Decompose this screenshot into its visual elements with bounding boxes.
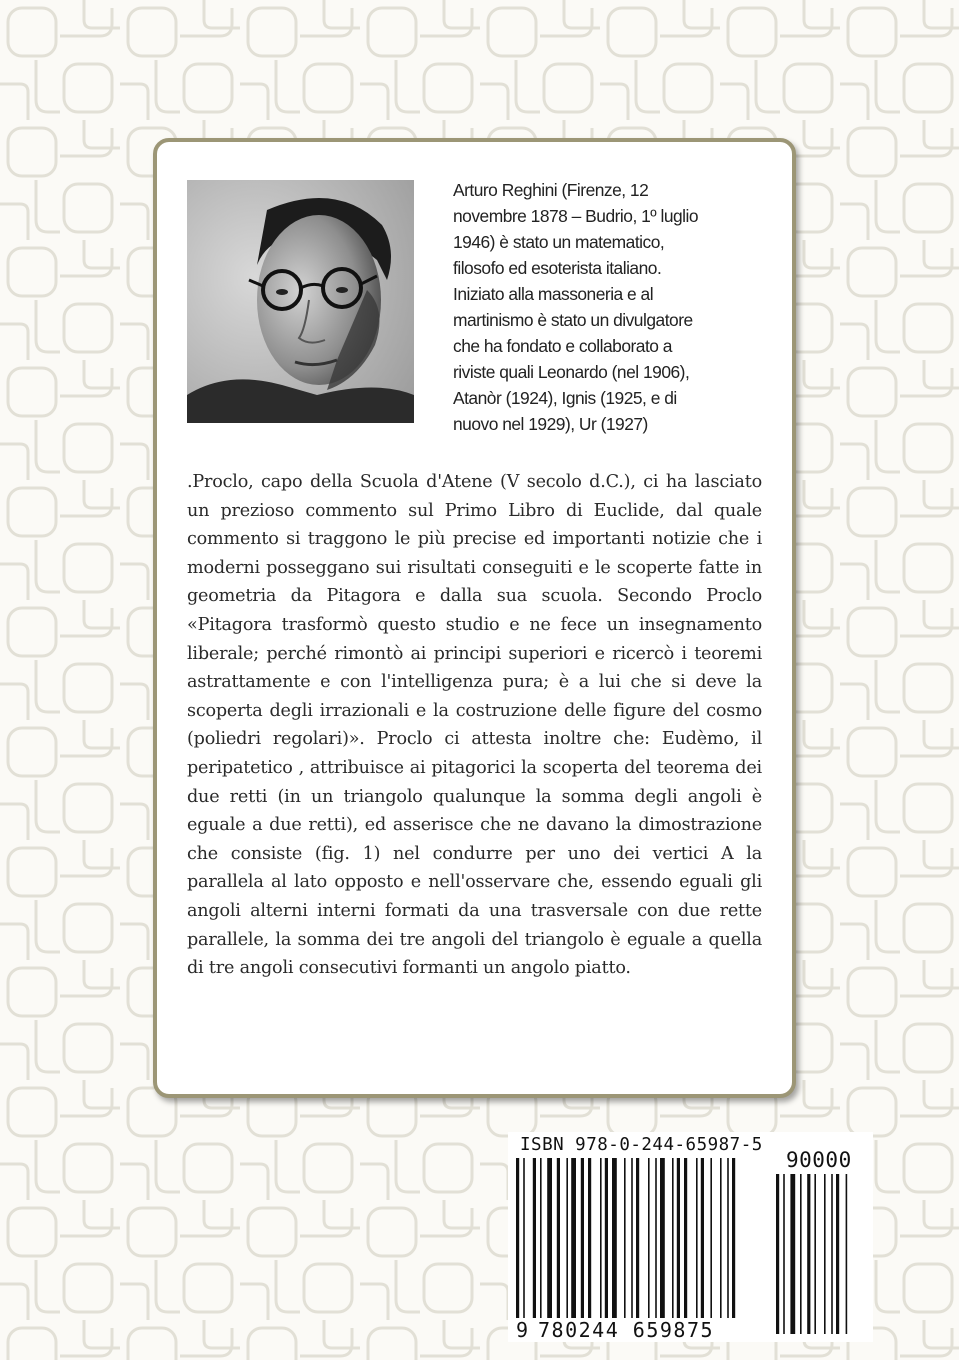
author-bio [453,177,773,437]
bio-line: nuovo nel 1929), Ur (1927) [453,414,648,434]
barcode-bar [600,1158,602,1318]
bio-line: novembre 1878 – Budrio, 1º luglio [453,206,699,226]
barcode-bar [720,1158,722,1318]
barcode-bar [696,1158,698,1318]
barcode-addon-number: 90000 [786,1148,852,1172]
barcode-addon-bar [814,1174,816,1334]
barcode-addon-bar [790,1174,795,1334]
barcode-addon-bar [800,1174,802,1334]
isbn-label: ISBN 978-0-244-65987-5 [520,1135,763,1155]
barcode-bar [605,1158,608,1318]
bio-line: martinismo è stato un divulgatore [453,310,693,330]
body-paragraph: .Proclo, capo della Scuola d'Atene (V secolo d.C.), ci ha lasciato un prezioso commento sul Primo Libro di Euclide, dal quale commento si traggono le più precise ed importanti notizie che i moderni posseggano sui risultati conseguiti e le scoperte fatte in geometria da Pitagora e dalla sua scuola. Secondo Proclo «Pitagora trasformò questo studio e ne fece un insegnamento liberale; perché rimontò ai principi superiori e ricercò i teoremi astrattamente e con l'intelligenza pura; è a lui che si deve la scoperta degli irrazionali e la costruzione delle figure del cosmo (poliedri regolari)». Proclo ci attesta inoltre che: Eudèmo, il peripatetico , attribuisce ai pitagorici la scoperta del teorema dei due retti (in un triangolo qualunque la somma degli angoli è eguale a due retti), ed asserisce che ne davano la dimostrazione che consiste (fig. 1) nel condurre per uno dei vertici A la parallela al lato opposto e nell'osservare che, essendo eguali gli angoli alterni interni formati da una trasversale con due rette parallele, la somma dei tre angoli del triangolo è eguale a quella di tre angoli consecutivi formanti un angolo piatto. [187,472,762,979]
barcode-bar [727,1158,729,1318]
barcode-bar [701,1158,704,1318]
barcode-bar [588,1158,591,1318]
barcode-bar [557,1158,560,1318]
barcode-bar [710,1158,712,1318]
barcode-bar [624,1158,626,1318]
barcode-bar [571,1158,576,1318]
barcode-bar [523,1158,525,1318]
barcode-addon-bar [807,1174,810,1334]
barcode-bar [655,1158,657,1318]
bio-line: che ha fondato e collaborato a [453,336,672,356]
barcode-bar [648,1158,650,1318]
bio-line: filosofo ed esoterista italiano. [453,258,662,278]
barcode-bar [672,1158,674,1318]
barcode-bar [684,1158,687,1318]
bio-line: riviste quali Leonardo (nel 1906), [453,362,690,382]
author-portrait [187,180,414,423]
barcode-addon-bar [836,1174,839,1334]
bio-line: Arturo Reghini (Firenze, 12 [453,180,649,200]
barcode-addon-bar [783,1174,785,1334]
barcode-addon-bar [824,1174,826,1334]
barcode-bar [732,1158,735,1318]
barcode-lead-digit: 9 [516,1318,529,1342]
barcode-bar [533,1158,536,1318]
barcode-bar [581,1158,584,1318]
bio-line: Iniziato alla massoneria e al [453,284,654,304]
barcode-bar [636,1158,639,1318]
barcode-bar [660,1158,665,1318]
bio-line: 1946) è stato un matematico, [453,232,665,252]
barcode-digits: 780244 659875 [538,1318,715,1342]
barcode-bar [547,1158,552,1318]
barcode-addon-bar [831,1174,833,1334]
barcode-bar [540,1158,542,1318]
barcode-bar [516,1158,519,1318]
barcode-addon-bar [846,1174,848,1334]
barcode-addon-bar [776,1174,779,1334]
barcode-bar [677,1158,680,1318]
barcode-bar [612,1158,617,1318]
barcode-bar [631,1158,633,1318]
barcode-bar [566,1158,568,1318]
bio-line: Atanòr (1924), Ignis (1925, e di [453,388,677,408]
